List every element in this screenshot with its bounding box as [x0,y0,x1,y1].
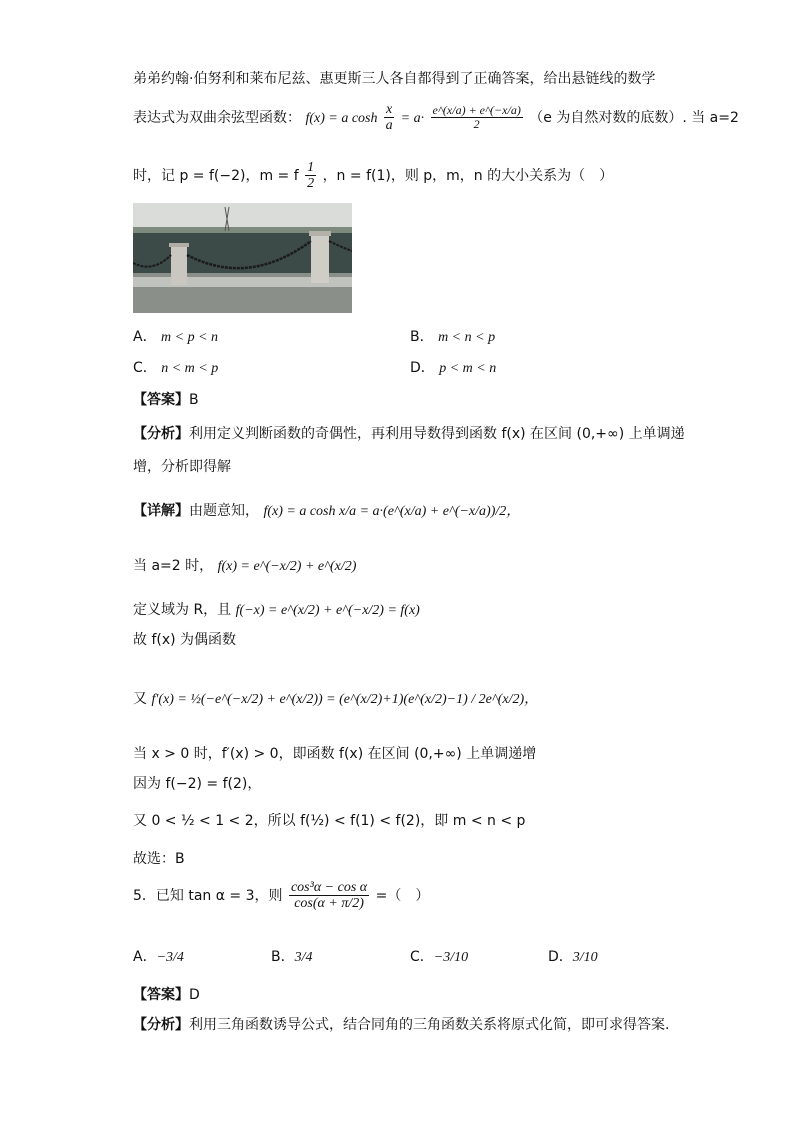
derivative-prefix: 又 [133,691,147,707]
equals-a: = a· [400,110,425,126]
option-label: A． [133,949,157,965]
answer-tag: 【答案】 [133,987,189,1003]
option-text: n < m < p [161,361,219,376]
intro-line-3a: 时，记 p = f(−2)，m = f [133,167,299,184]
q5-analysis-line [133,1014,669,1034]
exp-numerator: e^(x/a) + e^(−x/a) [432,103,521,118]
option-text: m < n < p [438,330,496,345]
x-over-a-fraction [384,102,394,134]
option-label: B． [271,949,295,965]
because-text: 因为 f(−2) = f(2)， [133,776,262,792]
option-label: B． [410,329,434,345]
intro-line-1: 弟弟约翰·伯努利和莱布尼兹、惠更斯三人各自都得到了正确答案，给出悬链线的数学 [133,71,656,87]
intro-line-3 [133,160,613,192]
q5-option-a [133,946,184,966]
option-d [410,357,496,377]
frac-denominator: a [385,118,393,134]
even-function-line: 故 f(x) 为偶函数 [133,632,237,648]
option-b [410,326,495,346]
catenary-illustration [133,203,352,313]
option-text: −3/10 [433,950,469,965]
detail-formula: f(x) = a cosh x/a = a·(e^(x/a) + e^(−x/a))/2， [263,504,521,519]
option-label: C． [133,360,157,376]
option-label: C． [410,949,434,965]
when-a2-text: 当 a=2 时， [133,558,214,574]
q5-blank: =（ ） [375,887,430,904]
option-label: D． [548,949,573,965]
half-numerator: 1 [307,160,315,175]
option-text: p < m < n [439,361,497,376]
analysis-line-2: 增，分析即得解 [133,459,231,475]
derivative-line [133,688,538,708]
detail-tag: 【详解】 [133,503,189,519]
detail-line-1 [133,500,520,520]
analysis-tag: 【分析】 [133,426,189,442]
analysis-text: 利用定义判断函数的奇偶性，再利用导数得到函数 f(x) 在区间 (0,+∞) 上单调递 [189,426,685,442]
answer-line [133,389,199,409]
answer-tag: 【答案】 [133,392,189,408]
catenary-photo [133,203,352,313]
cosh-formula: f(x) = a cosh [305,110,378,126]
q5-answer-line [133,984,200,1004]
choose-line: 故选：B [133,851,185,867]
q5-stem-text: 5．已知 tan α = 3，则 [133,887,283,904]
q5-numerator: cos³α − cos α [290,880,368,895]
answer-value: B [189,392,199,408]
q5-stem [133,880,429,912]
domain-line [133,599,420,619]
compare-text: 又 0 < ½ < 1 < 2，所以 f(½) < f(1) < f(2)，即 m < n < p [133,813,526,829]
intro-line-2 [133,102,739,134]
q5-option-c [410,946,468,966]
domain-formula: f(−x) = e^(x/2) + e^(−x/2) = f(x) [235,603,420,618]
option-text: m < p < n [161,330,219,345]
when-a2-line [133,555,356,575]
option-text: 3/10 [572,950,598,965]
intro-line-2b: （e 为自然对数的底数）. 当 a=2 [529,109,739,126]
q5-fraction [289,880,369,912]
because-line [133,773,261,793]
exp-fraction [431,104,523,131]
derivative-formula: f′(x) = ½(−e^(−x/2) + e^(x/2)) = (e^(x/2)+1)(e^(x/2)−1) / 2e^(x/2)， [151,692,539,707]
one-half-fraction [305,160,316,192]
option-label: A． [133,329,157,345]
intro-line-2a: 表达式为双曲余弦型函数： [133,109,301,126]
half-denominator: 2 [307,176,315,192]
option-label: D． [410,360,435,376]
option-a [133,326,218,346]
option-text: −3/4 [156,950,184,965]
q5-option-d [548,946,598,966]
intro-line-3b: ，n = f(1)，则 p，m，n 的大小关系为（ ） [322,167,614,184]
detail-text: 由题意知， [189,503,259,519]
domain-text: 定义域为 R，且 [133,602,232,618]
q5-option-b [271,946,313,966]
q5-denominator: cos(α + π/2) [294,896,364,912]
compare-line [133,810,525,830]
option-text: 3/4 [294,950,313,965]
when-a2-formula: f(x) = e^(−x/2) + e^(x/2) [217,559,357,574]
answer-value: D [189,987,200,1003]
positive-line [133,743,536,763]
analysis-line-1 [133,423,685,443]
analysis-tag: 【分析】 [133,1017,189,1033]
analysis-text: 利用三角函数诱导公式，结合同角的三角函数关系将原式化简，即可求得答案. [189,1017,670,1033]
option-c [133,357,218,377]
exp-denominator: 2 [473,117,480,132]
positive-text: 当 x > 0 时，f′(x) > 0，即函数 f(x) 在区间 (0,+∞) 上单调递增 [133,746,537,762]
frac-numerator: x [385,102,393,117]
